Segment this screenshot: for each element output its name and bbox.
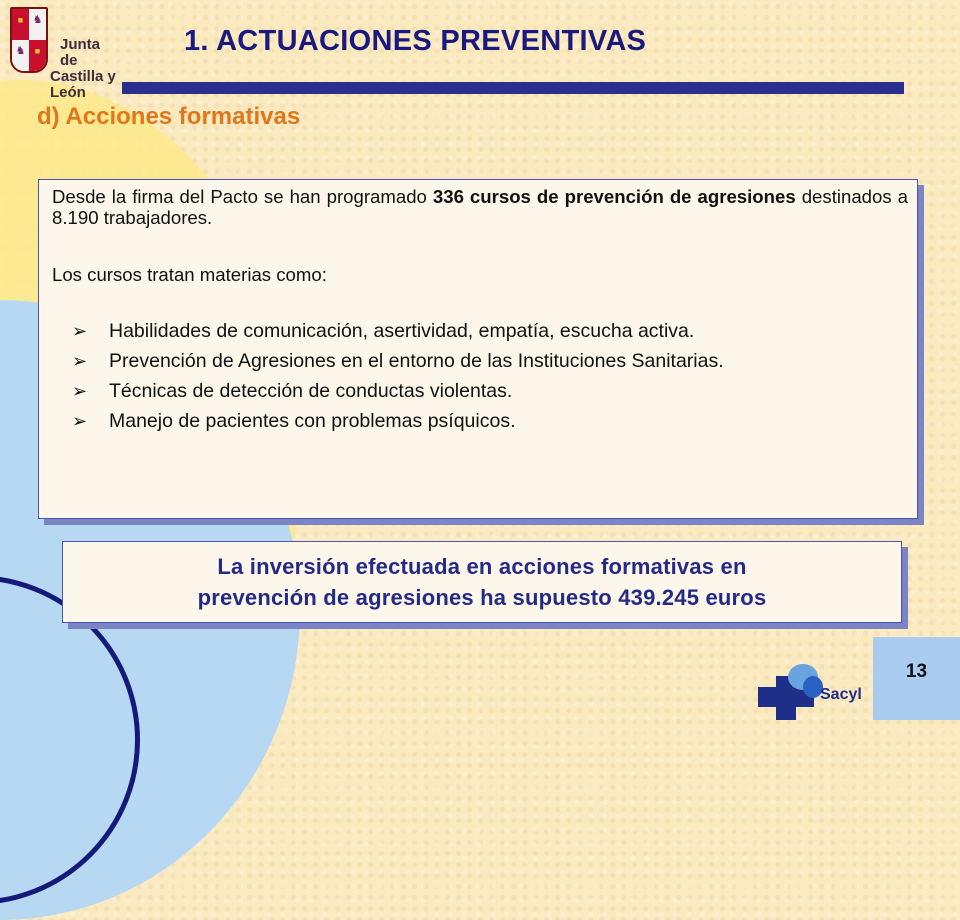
arrow-bullet-icon: ➢ [72,351,88,371]
logo-text [50,37,121,101]
content-box [38,179,918,519]
paragraph-text: Desde la firma del Pacto se han programado [52,186,433,207]
list-item [72,381,908,402]
list-item [72,351,908,372]
paragraph-text: destinados a 8.190 trabajadores. [52,186,908,228]
investment-box [62,541,902,623]
list-item-text: Habilidades de comunicación, asertividad, empatía, escucha activa. [109,320,695,342]
list-item [72,411,908,432]
arrow-bullet-icon: ➢ [72,411,88,431]
list-item [72,321,908,342]
page-number-box [873,637,960,720]
list-item-text: Manejo de pacientes con problemas psíquicos. [109,410,516,432]
investment-line2: prevención de agresiones ha supuesto 439.245 euros [197,585,767,610]
logo-text-line2: Castilla y León [50,68,116,101]
arrow-bullet-icon: ➢ [72,321,88,341]
sacyl-logo [758,662,868,720]
title-underline-bar [122,82,904,94]
list-item-text: Prevención de Agresiones en el entorno de las Instituciones Sanitarias. [109,350,724,372]
investment-line1: La inversión efectuada en acciones formativas en [217,554,747,579]
paragraph-courses [52,186,908,228]
arrow-bullet-icon: ➢ [72,381,88,401]
section-subtitle: d) Acciones formativas [37,103,301,130]
list-item-text: Técnicas de detección de conductas violentas. [109,380,513,402]
sacyl-label: Sacyl [820,686,862,703]
paragraph-highlight: 336 cursos de prevención de agresiones [432,186,796,207]
coat-of-arms-icon [10,7,48,73]
paragraph-topics-intro: Los cursos tratan materias como: [52,264,327,285]
slide-title: 1. ACTUACIONES PREVENTIVAS [184,25,647,57]
junta-castilla-leon-logo [6,5,121,101]
page-number: 13 [905,661,928,682]
topics-list [52,321,908,432]
logo-text-line1: Junta de [60,36,101,69]
